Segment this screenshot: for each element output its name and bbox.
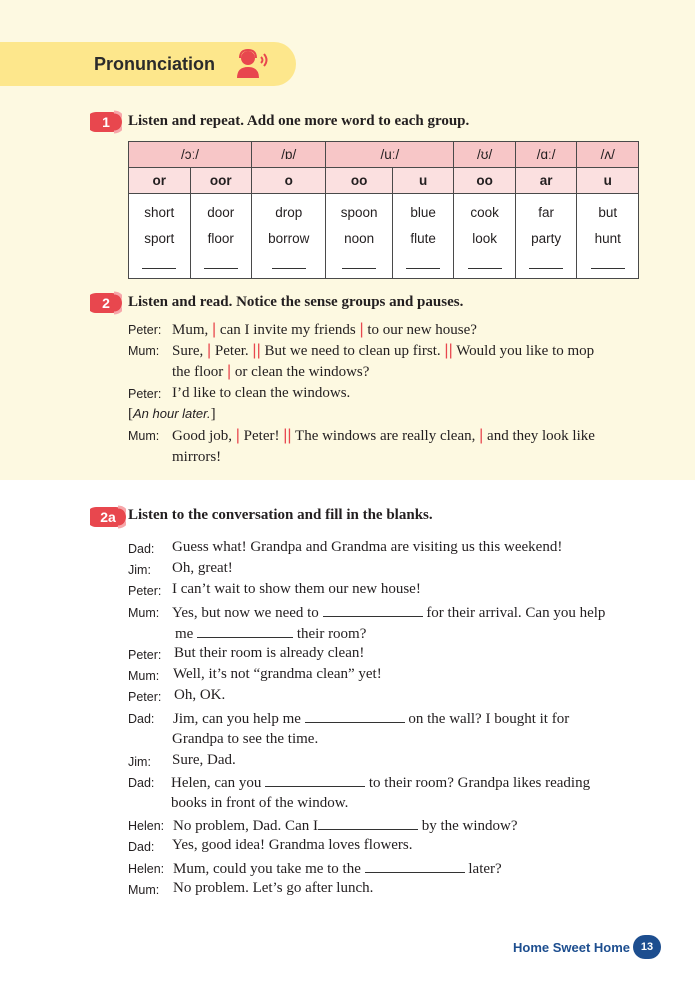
speaker-label: Peter: xyxy=(128,387,162,401)
dialogue-line: Oh, OK. xyxy=(174,687,226,703)
speaker-label: Dad: xyxy=(128,840,155,854)
spelling-cell: or xyxy=(129,168,191,194)
speaker-label: Helen: xyxy=(128,819,165,833)
dialogue-line: Yes, good idea! Grandma loves flowers. xyxy=(172,837,413,853)
dialogue-line: Good job, | Peter! || The windows are really clean, | and they look like xyxy=(172,427,595,444)
dialogue-line: Yes, but now we need to for their arrival. Can you help xyxy=(172,605,606,621)
sound-cell: /ɑː/ xyxy=(515,142,577,168)
spelling-cell: oor xyxy=(190,168,252,194)
activity-number-badge: 1 xyxy=(90,110,122,134)
speaker-label: Helen: xyxy=(128,862,165,876)
dialogue-line: Mum, | can I invite my friends | to our new house? xyxy=(172,321,477,338)
page-number: 13 xyxy=(633,935,661,959)
speaker-label: Dad: xyxy=(128,712,155,726)
spelling-cell: u xyxy=(577,168,639,194)
spelling-cell: ar xyxy=(515,168,577,194)
dialogue-line: Mum, could you take me to the later? xyxy=(173,861,502,877)
answer-blank[interactable] xyxy=(529,255,563,269)
dialogue-line: mirrors! xyxy=(172,449,222,465)
fill-blank[interactable] xyxy=(365,859,465,873)
sound-cell: /ʊ/ xyxy=(454,142,516,168)
dialogue-line: Guess what! Grandpa and Grandma are visiting us this weekend! xyxy=(172,539,563,555)
activity-number-badge: 2a xyxy=(90,505,126,529)
dialogue-line: Jim, can you help me on the wall? I bought it for xyxy=(173,711,570,727)
dialogue-line: No problem. Let’s go after lunch. xyxy=(173,880,374,896)
speaker-label: Peter: xyxy=(128,584,162,598)
word-cell: door floor xyxy=(190,194,252,279)
activity-2-instruction: Listen and read. Notice the sense groups and pauses. xyxy=(128,294,464,310)
speaker-label: Dad: xyxy=(128,542,155,556)
spelling-cell: oo xyxy=(326,168,392,194)
answer-blank[interactable] xyxy=(342,255,376,269)
fill-blank[interactable] xyxy=(265,773,365,787)
activity-1-instruction: Listen and repeat. Add one more word to each group. xyxy=(128,113,470,129)
fill-blank[interactable] xyxy=(305,709,405,723)
speaker-label: Mum: xyxy=(128,344,160,358)
activity-2a-instruction: Listen to the conversation and fill in the blanks. xyxy=(128,507,433,523)
listening-person-icon xyxy=(234,48,270,80)
speaker-label: Dad: xyxy=(128,776,155,790)
dialogue-line: Sure, | Peter. || But we need to clean up first. || Would you like to mop xyxy=(172,342,595,359)
sound-cell: /ɒ/ xyxy=(252,142,326,168)
spelling-cell: u xyxy=(392,168,454,194)
word-cell: drop borrow xyxy=(252,194,326,279)
speaker-label: Jim: xyxy=(128,563,151,577)
dialogue-line: Sure, Dad. xyxy=(172,752,236,768)
dialogue-line: Helen, can you to their room? Grandpa likes reading xyxy=(171,775,591,791)
answer-blank[interactable] xyxy=(591,255,625,269)
word-cell: cook look xyxy=(454,194,516,279)
speaker-label: Mum: xyxy=(128,606,160,620)
answer-blank[interactable] xyxy=(272,255,306,269)
speaker-label: Peter: xyxy=(128,648,162,662)
stage-direction: [An hour later.] xyxy=(128,406,216,422)
fill-blank[interactable] xyxy=(318,816,418,830)
sound-cell: /ʌ/ xyxy=(577,142,639,168)
word-cell: spoon noon xyxy=(326,194,392,279)
dialogue-line: Well, it’s not “grandma clean” yet! xyxy=(173,666,382,682)
section-title: Pronunciation xyxy=(94,54,215,74)
dialogue-line: books in front of the window. xyxy=(171,795,349,811)
answer-blank[interactable] xyxy=(406,255,440,269)
phonetics-table xyxy=(128,141,639,279)
dialogue-line: the floor | or clean the windows? xyxy=(172,363,370,380)
spelling-cell: o xyxy=(252,168,326,194)
answer-blank[interactable] xyxy=(204,255,238,269)
activity-number-badge: 2 xyxy=(90,291,122,315)
sound-cell: /uː/ xyxy=(326,142,454,168)
sound-cell: /ɔː/ xyxy=(129,142,252,168)
dialogue-line: I can’t wait to show them our new house! xyxy=(172,581,421,597)
speaker-label: Peter: xyxy=(128,323,162,337)
word-cell: far party xyxy=(515,194,577,279)
speaker-label: Mum: xyxy=(128,669,160,683)
dialogue-line: But their room is already clean! xyxy=(174,645,365,661)
dialogue-line: I’d like to clean the windows. xyxy=(172,385,351,401)
word-cell: but hunt xyxy=(577,194,639,279)
word-cell: short sport xyxy=(129,194,191,279)
spelling-cell: oo xyxy=(454,168,516,194)
speaker-label: Jim: xyxy=(128,755,151,769)
answer-blank[interactable] xyxy=(142,255,176,269)
unit-title: Home Sweet Home xyxy=(513,940,631,955)
word-cell: blue flute xyxy=(392,194,454,279)
speaker-label: Mum: xyxy=(128,883,160,897)
speaker-label: Mum: xyxy=(128,429,160,443)
speaker-label: Peter: xyxy=(128,690,162,704)
dialogue-line: Oh, great! xyxy=(172,560,233,576)
dialogue-line: me their room? xyxy=(175,626,367,642)
dialogue-line: Grandpa to see the time. xyxy=(172,731,319,747)
answer-blank[interactable] xyxy=(468,255,502,269)
fill-blank[interactable] xyxy=(197,624,293,638)
fill-blank[interactable] xyxy=(323,603,423,617)
dialogue-line: No problem, Dad. Can I by the window? xyxy=(173,818,518,834)
